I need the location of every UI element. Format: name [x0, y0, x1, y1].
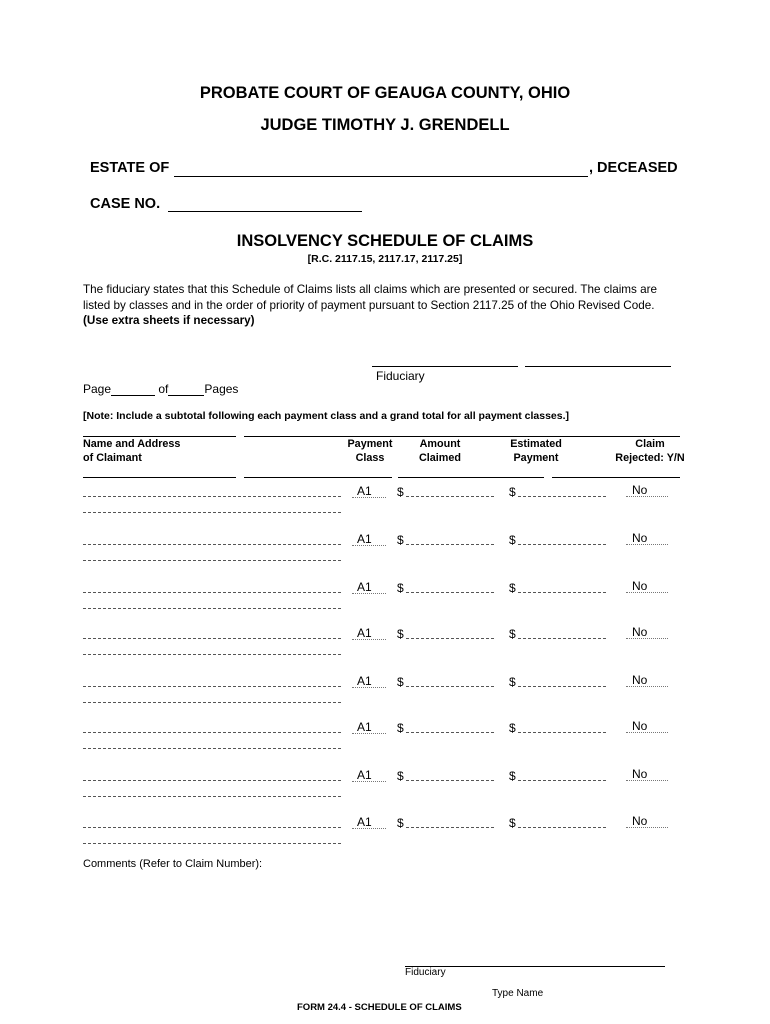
payment-class-underline	[352, 545, 386, 546]
amount-claimed-field[interactable]	[406, 732, 494, 733]
fiduciary-signature-line[interactable]	[372, 366, 518, 367]
claimant-name-field[interactable]	[83, 544, 341, 545]
col-header-estimated-line2: Payment	[513, 451, 559, 464]
payment-class-value[interactable]: A1	[357, 815, 372, 829]
claimant-address-field[interactable]	[83, 512, 341, 513]
claimant-address-field[interactable]	[83, 796, 341, 797]
col-header-amount-line1: Amount	[419, 438, 461, 450]
case-number-field[interactable]	[168, 211, 362, 212]
form-number: FORM 24.4 - SCHEDULE OF CLAIMS	[297, 1002, 462, 1013]
amount-claimed-field[interactable]	[406, 827, 494, 828]
claimant-address-field[interactable]	[83, 843, 341, 844]
col-header-class-line1: Payment	[347, 438, 393, 450]
estimated-payment-field[interactable]	[518, 827, 606, 828]
page-label: Page	[83, 382, 112, 396]
col-header-estimated	[500, 438, 572, 465]
estimated-currency-symbol: $	[509, 816, 516, 830]
claimant-name-field[interactable]	[83, 686, 341, 687]
of-label: of	[158, 382, 169, 396]
payment-class-value[interactable]: A1	[357, 532, 372, 546]
claimant-name-field[interactable]	[83, 732, 341, 733]
type-name-label: Type Name	[492, 988, 544, 999]
estimated-currency-symbol: $	[509, 769, 516, 783]
estimated-payment-field[interactable]	[518, 592, 606, 593]
estimated-currency-symbol: $	[509, 721, 516, 735]
col-header-amount	[408, 438, 472, 465]
pages-label: Pages	[204, 382, 239, 396]
claim-rejected-value[interactable]: No	[632, 531, 648, 545]
col-header-rejected-line1: Claim	[635, 438, 665, 450]
amount-currency-symbol: $	[397, 627, 404, 641]
fiduciary-label-bottom: Fiduciary	[405, 967, 446, 978]
statute-reference: [R.C. 2117.15, 2117.17, 2117.25]	[307, 253, 463, 265]
statement-bold-note: (Use extra sheets if necessary)	[83, 314, 255, 327]
estimated-payment-field[interactable]	[518, 780, 606, 781]
claim-rejected-value[interactable]: No	[632, 673, 648, 687]
comments-label: Comments (Refer to Claim Number):	[83, 858, 263, 870]
estimated-payment-field[interactable]	[518, 544, 606, 545]
case-label: CASE NO.	[90, 196, 161, 212]
claimant-name-field[interactable]	[83, 780, 341, 781]
claimant-name-field[interactable]	[83, 638, 341, 639]
amount-currency-symbol: $	[397, 533, 404, 547]
header-bottom-rule	[83, 477, 236, 478]
amount-currency-symbol: $	[397, 816, 404, 830]
page-number-field[interactable]	[111, 383, 155, 396]
claim-rejected-underline	[626, 638, 668, 639]
amount-currency-symbol: $	[397, 581, 404, 595]
page-count	[83, 382, 238, 396]
col-header-claimant-line1: Name and Address	[83, 438, 181, 450]
header-top-rule	[83, 436, 236, 437]
claimant-name-field[interactable]	[83, 827, 341, 828]
claim-rejected-value[interactable]: No	[632, 579, 648, 593]
estate-name-field[interactable]	[174, 176, 588, 177]
payment-class-underline	[352, 687, 386, 688]
payment-class-underline	[352, 733, 386, 734]
statement-text: The fiduciary states that this Schedule of Claims lists all claims which are presented or secured. The claims are listed by classes and in the order of priority of payment pursuant to Section 2117.25 of the Ohio Revised Code.	[83, 283, 658, 312]
payment-class-value[interactable]: A1	[357, 626, 372, 640]
amount-claimed-field[interactable]	[406, 638, 494, 639]
col-header-claimant	[83, 438, 180, 465]
col-header-claimant-line2: of Claimant	[83, 451, 142, 464]
payment-class-value[interactable]: A1	[357, 580, 372, 594]
fiduciary-label: Fiduciary	[376, 369, 425, 383]
subtotal-note: [Note: Include a subtotal following each payment class and a grand total for all payment classes.]	[83, 410, 570, 422]
estimated-payment-field[interactable]	[518, 732, 606, 733]
payment-class-underline	[352, 828, 386, 829]
claim-rejected-underline	[626, 592, 668, 593]
estimated-payment-field[interactable]	[518, 686, 606, 687]
col-header-estimated-line1: Estimated	[510, 438, 562, 450]
payment-class-value[interactable]: A1	[357, 720, 372, 734]
claim-rejected-underline	[626, 827, 668, 828]
claimant-address-field[interactable]	[83, 560, 341, 561]
header-bottom-rule-4	[552, 477, 680, 478]
amount-currency-symbol: $	[397, 485, 404, 499]
estimated-payment-field[interactable]	[518, 496, 606, 497]
claim-rejected-underline	[626, 496, 668, 497]
col-header-payment-class	[340, 438, 400, 465]
estimated-currency-symbol: $	[509, 485, 516, 499]
amount-currency-symbol: $	[397, 769, 404, 783]
claimant-address-field[interactable]	[83, 608, 341, 609]
claim-rejected-underline	[626, 544, 668, 545]
payment-class-value[interactable]: A1	[357, 484, 372, 498]
claim-rejected-value[interactable]: No	[632, 719, 648, 733]
amount-claimed-field[interactable]	[406, 496, 494, 497]
estimated-payment-field[interactable]	[518, 638, 606, 639]
amount-currency-symbol: $	[397, 675, 404, 689]
judge-title: JUDGE TIMOTHY J. GRENDELL	[260, 116, 510, 134]
amount-claimed-field[interactable]	[406, 592, 494, 593]
payment-class-value[interactable]: A1	[357, 674, 372, 688]
amount-claimed-field[interactable]	[406, 686, 494, 687]
claim-rejected-underline	[626, 732, 668, 733]
claim-rejected-value[interactable]: No	[632, 483, 648, 497]
claimant-name-field[interactable]	[83, 592, 341, 593]
claimant-name-field[interactable]	[83, 496, 341, 497]
payment-class-underline	[352, 639, 386, 640]
claim-rejected-underline	[626, 780, 668, 781]
payment-class-underline	[352, 781, 386, 782]
estimated-currency-symbol: $	[509, 675, 516, 689]
col-header-class-line2: Class	[355, 451, 385, 464]
form-title: INSOLVENCY SCHEDULE OF CLAIMS	[236, 232, 534, 250]
amount-currency-symbol: $	[397, 721, 404, 735]
claimant-address-field[interactable]	[83, 748, 341, 749]
total-pages-field[interactable]	[168, 383, 204, 396]
estimated-currency-symbol: $	[509, 627, 516, 641]
header-bottom-rule-2	[244, 477, 392, 478]
claim-rejected-underline	[626, 686, 668, 687]
estimated-currency-symbol: $	[509, 581, 516, 595]
amount-claimed-field[interactable]	[406, 780, 494, 781]
claimant-address-field[interactable]	[83, 654, 341, 655]
claimant-address-field[interactable]	[83, 702, 341, 703]
deceased-label: , DECEASED	[589, 160, 678, 176]
header-bottom-rule-3	[398, 477, 544, 478]
payment-class-underline	[352, 593, 386, 594]
claim-rejected-value[interactable]: No	[632, 767, 648, 781]
claim-rejected-value[interactable]: No	[632, 625, 648, 639]
payment-class-underline	[352, 497, 386, 498]
amount-claimed-field[interactable]	[406, 544, 494, 545]
court-title: PROBATE COURT OF GEAUGA COUNTY, OHIO	[199, 84, 571, 102]
col-header-rejected-line2: Rejected: Y/N	[615, 451, 685, 464]
header-top-rule-2	[244, 436, 680, 437]
fiduciary-signature-line-2[interactable]	[525, 366, 671, 367]
col-header-rejected	[610, 438, 690, 465]
estimated-currency-symbol: $	[509, 533, 516, 547]
estate-label: ESTATE OF	[90, 160, 170, 176]
col-header-amount-line2: Claimed	[418, 451, 461, 464]
claim-rejected-value[interactable]: No	[632, 814, 648, 828]
payment-class-value[interactable]: A1	[357, 768, 372, 782]
fiduciary-statement	[83, 282, 683, 329]
